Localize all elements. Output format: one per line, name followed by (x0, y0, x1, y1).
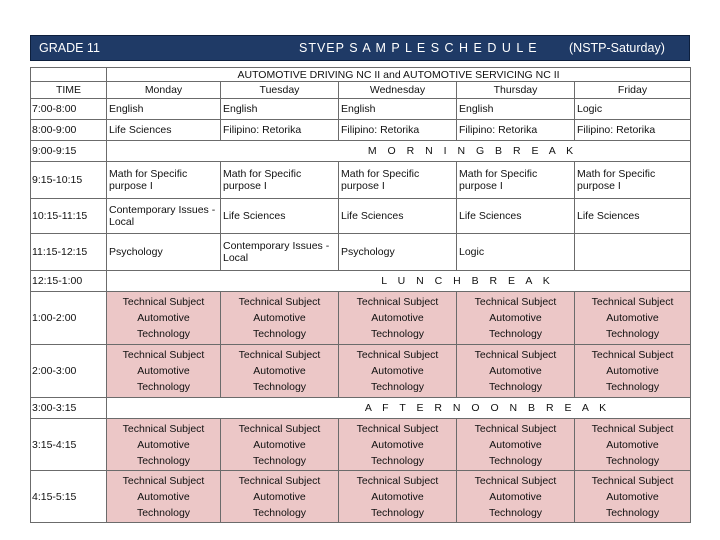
time-header: TIME (31, 82, 107, 99)
technical-cell: Technical Subject Automotive Technology (457, 471, 575, 523)
table-row (31, 199, 691, 234)
time-cell: 3:00-3:15 (31, 398, 107, 419)
class-cell: Filipino: Retorika (457, 120, 575, 141)
technical-cell: Technical Subject Automotive Technology (457, 292, 575, 345)
time-cell: 11:15-12:15 (31, 234, 107, 271)
time-cell: 8:00-9:00 (31, 120, 107, 141)
class-cell: Psychology (339, 234, 457, 271)
technical-cell: Technical Subject Automotive Technology (107, 419, 221, 471)
schedule-header (30, 35, 690, 61)
time-cell: 12:15-1:00 (31, 271, 107, 292)
technical-cell: Technical Subject Automotive Technology (107, 292, 221, 345)
class-cell: Math for Specific purpose I (339, 162, 457, 199)
table-row (31, 471, 691, 523)
day-tuesday: Tuesday (221, 82, 339, 99)
table-row (31, 162, 691, 199)
time-cell: 1:00-2:00 (31, 292, 107, 345)
class-cell: Life Sciences (107, 120, 221, 141)
class-cell: Math for Specific purpose I (457, 162, 575, 199)
day-monday: Monday (107, 82, 221, 99)
table-row (31, 99, 691, 120)
technical-cell: Technical Subject Automotive Technology (339, 292, 457, 345)
afternoon-break-label: A F T E R N O O N B R E A K (107, 398, 691, 419)
day-wednesday: Wednesday (339, 82, 457, 99)
break-row (31, 141, 691, 162)
morning-break-label: M O R N I N G B R E A K (107, 141, 691, 162)
class-cell: Contemporary Issues - Local (221, 234, 339, 271)
class-cell: Life Sciences (339, 199, 457, 234)
technical-cell: Technical Subject Automotive Technology (107, 345, 221, 398)
day-friday: Friday (575, 82, 691, 99)
class-cell: Math for Specific purpose I (575, 162, 691, 199)
technical-cell: Technical Subject Automotive Technology (107, 471, 221, 523)
technical-cell: Technical Subject Automotive Technology (221, 345, 339, 398)
technical-cell: Technical Subject Automotive Technology (575, 471, 691, 523)
technical-cell: Technical Subject Automotive Technology (221, 419, 339, 471)
class-cell: Logic (575, 99, 691, 120)
time-cell: 4:15-5:15 (31, 471, 107, 523)
time-cell: 9:00-9:15 (31, 141, 107, 162)
technical-cell: Technical Subject Automotive Technology (457, 345, 575, 398)
class-cell: Filipino: Retorika (575, 120, 691, 141)
class-cell: English (107, 99, 221, 120)
table-row (31, 120, 691, 141)
technical-cell: Technical Subject Automotive Technology (221, 471, 339, 523)
class-cell: Contemporary Issues - Local (107, 199, 221, 234)
schedule-title: STVEP S A M P L E S C H E D U L E (299, 41, 538, 55)
class-cell: English (457, 99, 575, 120)
break-row (31, 398, 691, 419)
class-cell: Life Sciences (221, 199, 339, 234)
break-row (31, 271, 691, 292)
technical-cell: Technical Subject Automotive Technology (575, 345, 691, 398)
class-cell: Life Sciences (457, 199, 575, 234)
technical-cell: Technical Subject Automotive Technology (339, 419, 457, 471)
class-cell (575, 234, 691, 271)
class-cell: Math for Specific purpose I (221, 162, 339, 199)
day-thursday: Thursday (457, 82, 575, 99)
technical-cell: Technical Subject Automotive Technology (339, 471, 457, 523)
class-cell: Math for Specific purpose I (107, 162, 221, 199)
lunch-break-label: L U N C H B R E A K (107, 271, 691, 292)
time-cell: 3:15-4:15 (31, 419, 107, 471)
technical-cell: Technical Subject Automotive Technology (575, 292, 691, 345)
technical-cell: Technical Subject Automotive Technology (339, 345, 457, 398)
class-cell: Logic (457, 234, 575, 271)
technical-cell: Technical Subject Automotive Technology (457, 419, 575, 471)
nstp-note: (NSTP-Saturday) (569, 41, 665, 55)
class-cell: Filipino: Retorika (339, 120, 457, 141)
technical-cell: Technical Subject Automotive Technology (221, 292, 339, 345)
class-cell: Filipino: Retorika (221, 120, 339, 141)
class-cell: Life Sciences (575, 199, 691, 234)
table-row (31, 234, 691, 271)
day-header-row (31, 82, 691, 99)
table-row (31, 345, 691, 398)
program-title: AUTOMOTIVE DRIVING NC II and AUTOMOTIVE SERVICING NC II (107, 68, 691, 82)
class-cell: English (339, 99, 457, 120)
time-cell: 9:15-10:15 (31, 162, 107, 199)
schedule-table (30, 67, 691, 523)
technical-cell: Technical Subject Automotive Technology (575, 419, 691, 471)
time-cell: 10:15-11:15 (31, 199, 107, 234)
grade-label: GRADE 11 (39, 41, 100, 55)
table-row (31, 419, 691, 471)
class-cell: English (221, 99, 339, 120)
time-cell: 7:00-8:00 (31, 99, 107, 120)
time-cell: 2:00-3:00 (31, 345, 107, 398)
class-cell: Psychology (107, 234, 221, 271)
table-row (31, 292, 691, 345)
